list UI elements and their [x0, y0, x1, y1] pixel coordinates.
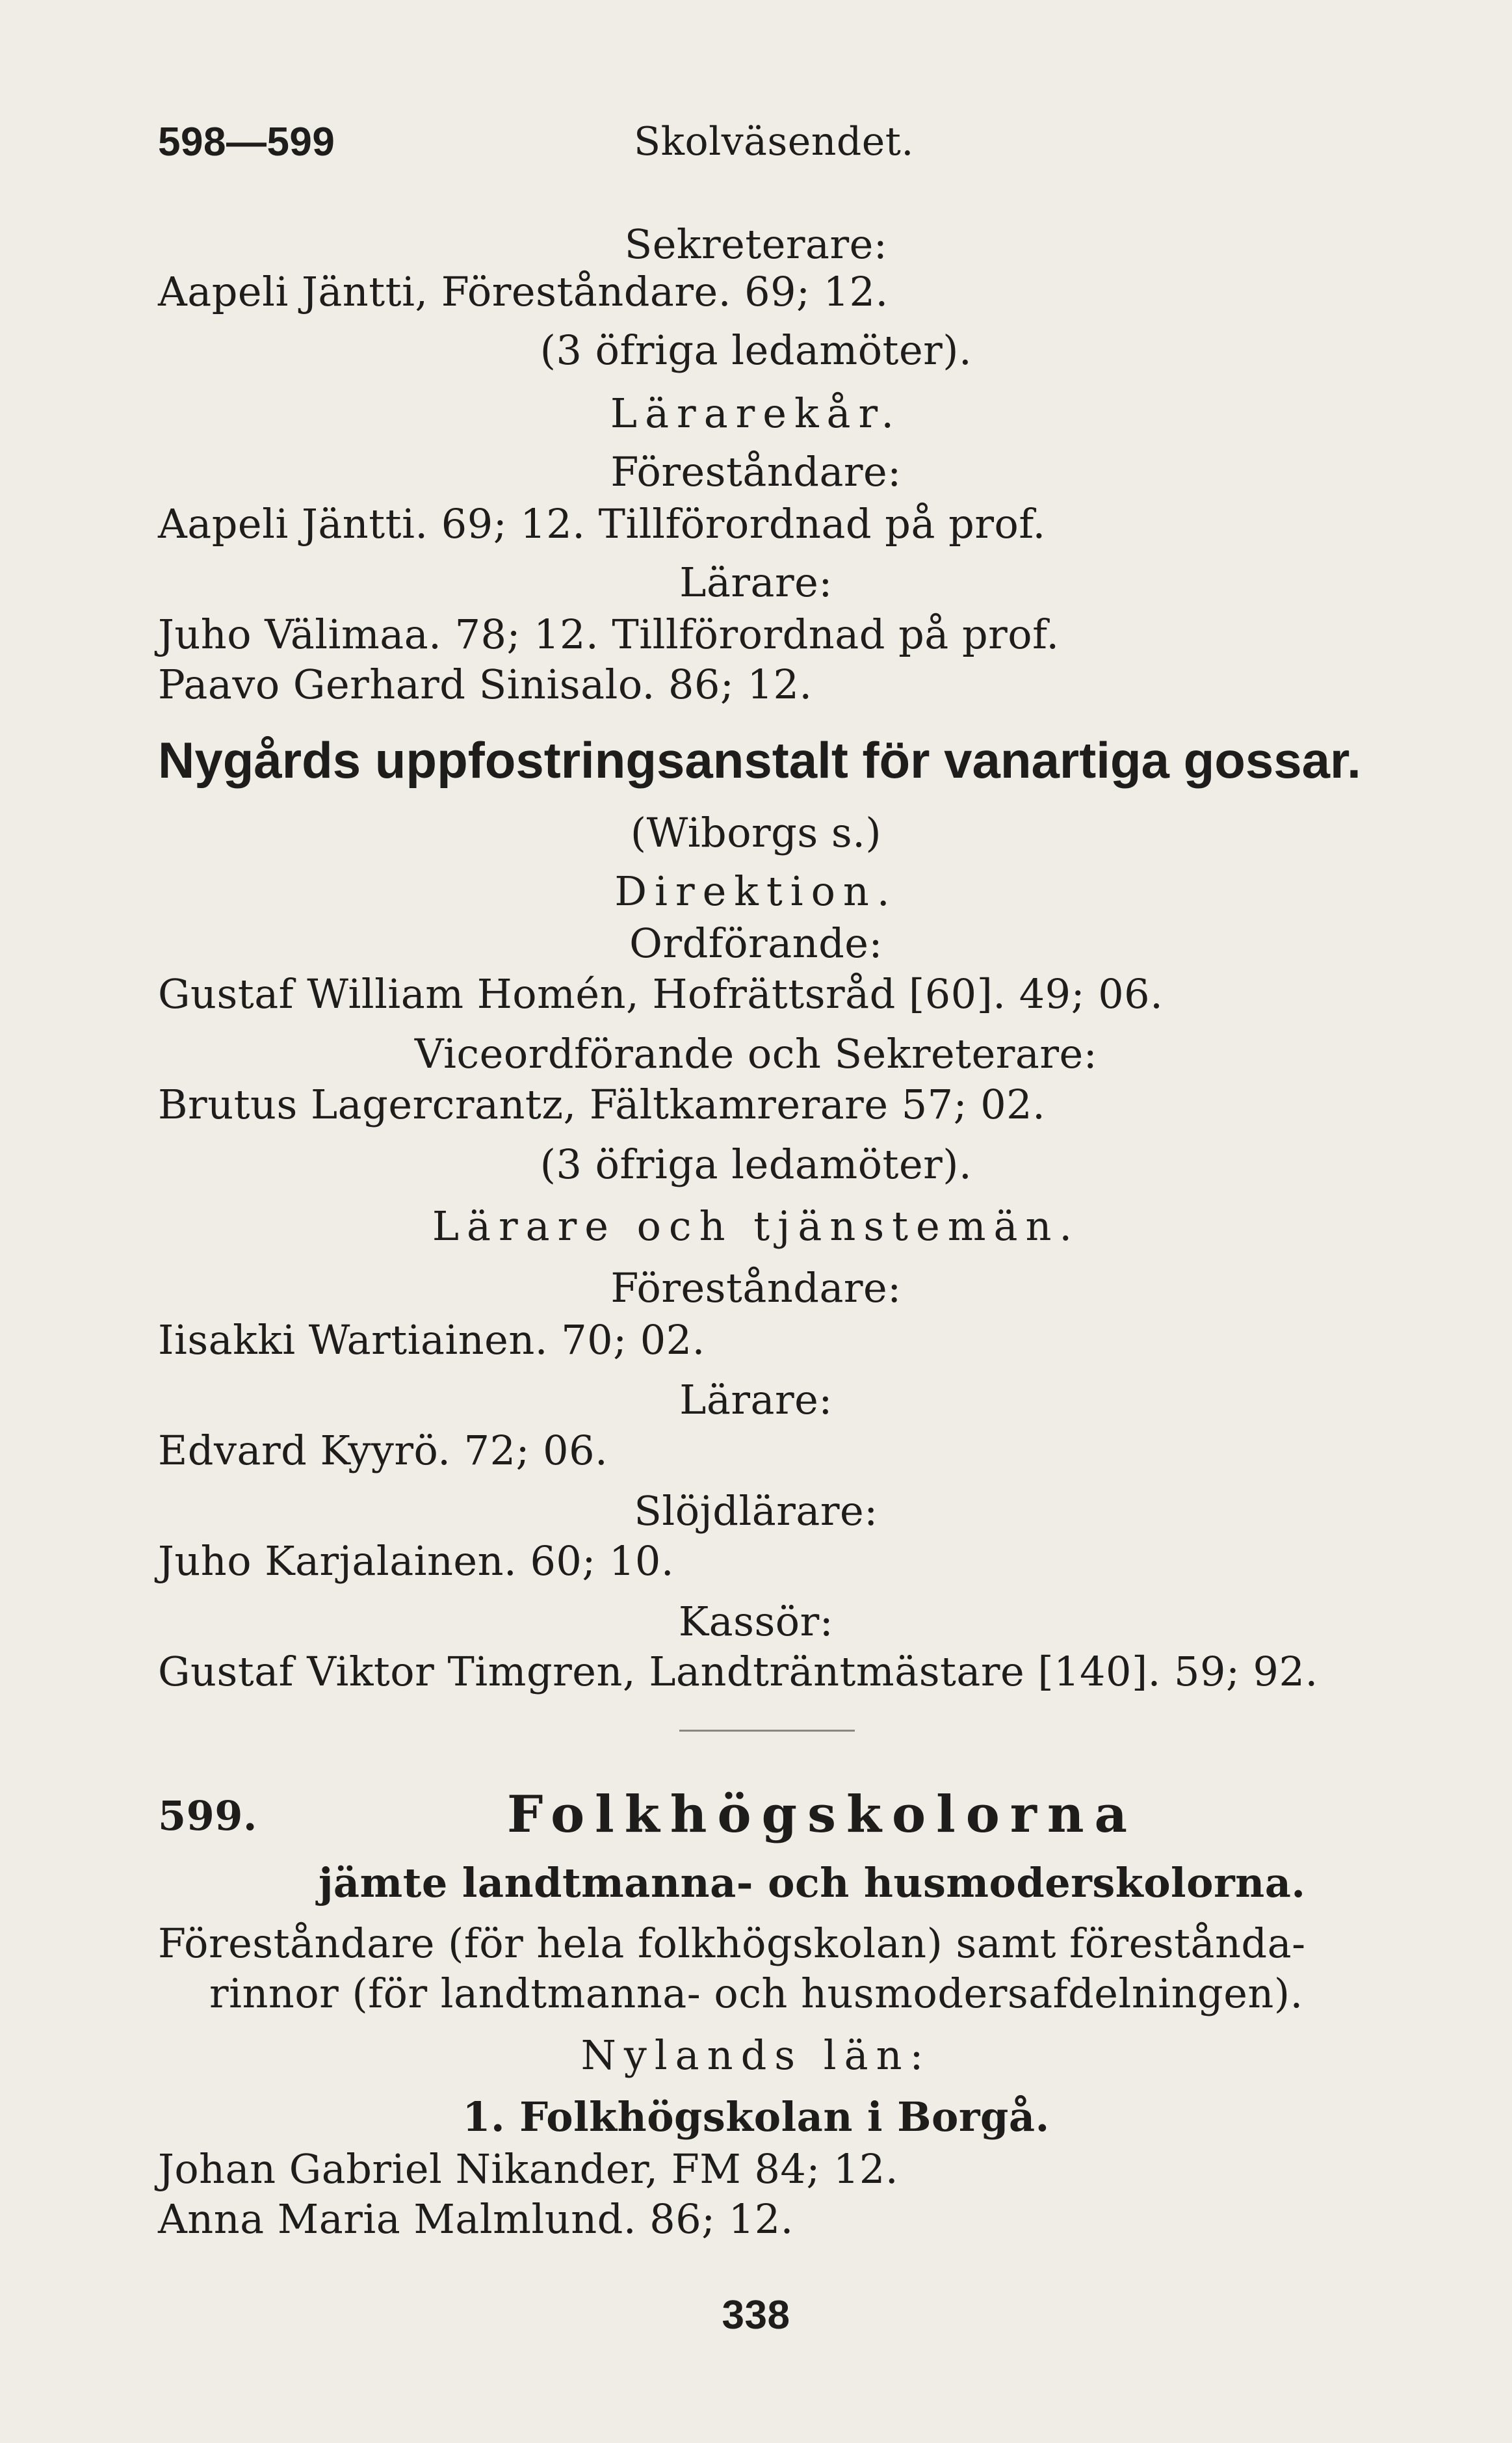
sekreterare-entry: Aapeli Jäntti, Föreståndare. 69; 12.	[158, 268, 889, 315]
ordforande-entry: Gustaf William Homén, Hofrättsråd [60]. 49; 06.	[158, 970, 1164, 1018]
section-title: Folkhögskolorna	[507, 1785, 1138, 1844]
page-number: 338	[722, 2293, 790, 2338]
school-entry: Johan Gabriel Nikander, FM 84; 12.	[158, 2145, 899, 2193]
larare-label-1: Lärare:	[679, 559, 833, 606]
section-number: 599.	[158, 1792, 258, 1840]
larare-entry-2: Edvard Kyyrö. 72; 06.	[158, 1427, 608, 1474]
section-subtitle: jämte landtmanna- och husmoderskolorna.	[319, 1859, 1306, 1907]
larare-entry: Paavo Gerhard Sinisalo. 86; 12.	[158, 661, 813, 708]
section-divider	[679, 1730, 855, 1732]
larare-tjanstemen-heading: Lärare och tjänstemän.	[432, 1202, 1080, 1250]
forestandare-entry-2: Iisakki Wartiainen. 70; 02.	[158, 1316, 705, 1364]
direktion-heading: Direktion.	[614, 867, 898, 915]
vice-entry: Brutus Lagercrantz, Fältkamrerare 57; 02.	[158, 1081, 1046, 1128]
nygards-place: (Wiborgs s.)	[630, 809, 882, 856]
header-page-range: 598—599	[158, 120, 335, 165]
forestandare-entry-1: Aapeli Jäntti. 69; 12. Tillförordnad på prof.	[158, 500, 1046, 548]
ordforande-label: Ordförande:	[629, 919, 883, 967]
section-description: rinnor (för landtmanna- och husmodersafdelningen).	[209, 1970, 1303, 2017]
region-heading: Nylands län:	[580, 2031, 932, 2079]
school-heading: 1. Folkhögskolan i Borgå.	[462, 2093, 1050, 2141]
kassor-label: Kassör:	[678, 1598, 834, 1645]
vice-label: Viceordförande och Sekreterare:	[414, 1030, 1098, 1077]
slojdlarare-entry: Juho Karjalainen. 60; 10.	[158, 1537, 675, 1585]
larare-label-2: Lärare:	[679, 1376, 833, 1423]
ovriga-ledamoter-1: (3 öfriga ledamöter).	[540, 326, 972, 374]
nygards-title: Nygårds uppfostringsanstalt för vanartiga gossar.	[158, 732, 1361, 789]
slojdlarare-label: Slöjdlärare:	[634, 1487, 878, 1535]
forestandare-label-2: Föreståndare:	[610, 1264, 902, 1312]
sekreterare-label: Sekreterare:	[624, 220, 888, 268]
school-entry: Anna Maria Malmlund. 86; 12.	[158, 2195, 794, 2243]
ovriga-ledamoter-2: (3 öfriga ledamöter).	[540, 1141, 972, 1188]
larare-entry: Juho Välimaa. 78; 12. Tillförordnad på prof.	[158, 611, 1060, 658]
forestandare-label-1: Föreståndare:	[610, 448, 902, 495]
section-description: Föreståndare (för hela folkhögskolan) samt förestånda-	[158, 1920, 1306, 1967]
kassor-entry: Gustaf Viktor Timgren, Landträntmästare [140]. 59; 92.	[158, 1648, 1318, 1695]
header-section-title: Skolväsendet.	[634, 119, 914, 165]
lararekar-heading: Lärarekår.	[610, 390, 902, 437]
